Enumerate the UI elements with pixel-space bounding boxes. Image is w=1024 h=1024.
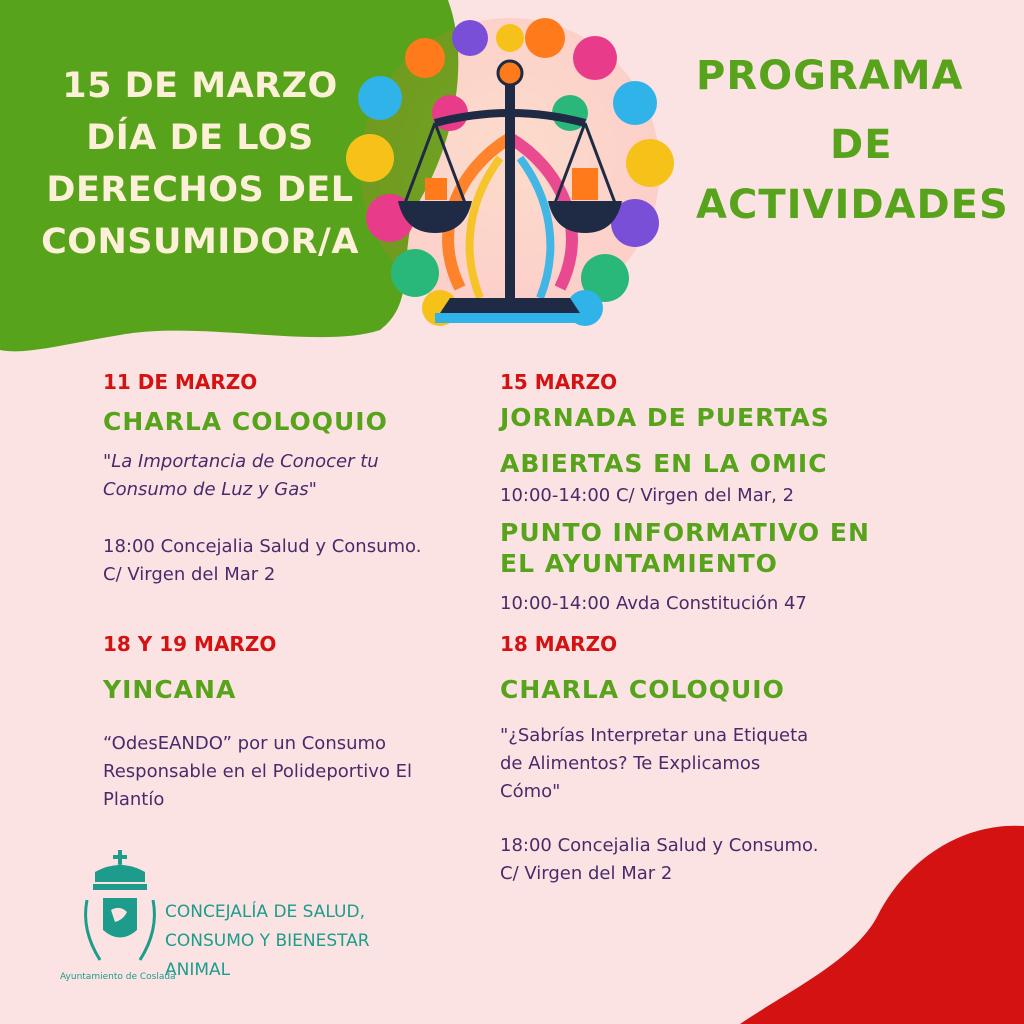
event-1-detail-line: C/ Virgen del Mar 2 (103, 564, 276, 585)
event-2-detail (103, 730, 412, 814)
event-1-quote (103, 448, 379, 504)
event-2-date: 18 Y 19 MARZO (103, 632, 277, 656)
event-4-quote (500, 722, 808, 806)
event-2-detail-line: Plantío (103, 789, 165, 810)
organizer-line: CONCEJALÍA DE SALUD, (165, 902, 365, 922)
event-4-quote-line: de Alimentos? Te Explicamos (500, 753, 761, 774)
coslada-emblem-icon (75, 850, 165, 980)
emblem-text: Ayuntamiento de Coslada (60, 972, 176, 982)
program-title-line-3: ACTIVIDADES (696, 182, 1009, 228)
event-3-title-line-2: ABIERTAS EN LA OMIC (500, 449, 828, 478)
title-line-rights: DERECHOS DEL (46, 170, 354, 210)
event-4-title: CHARLA COLOQUIO (500, 675, 785, 704)
event-2-detail-line: Responsable en el Polideportivo El (103, 761, 413, 782)
event-1-title: CHARLA COLOQUIO (103, 407, 388, 436)
event-3-detail: 10:00-14:00 C/ Virgen del Mar, 2 (500, 485, 795, 506)
event-3-date: 15 MARZO (500, 370, 618, 394)
organizer-line: CONSUMO Y BIENESTAR (165, 931, 370, 951)
title-line-consumer: CONSUMIDOR/A (41, 222, 359, 262)
program-title-line-2: DE (830, 122, 893, 168)
organizer-name (165, 898, 370, 985)
organizer-line: ANIMAL (165, 960, 231, 980)
event-4-date: 18 MARZO (500, 632, 618, 656)
event-1-date: 11 DE MARZO (103, 370, 258, 394)
event-1-detail (103, 533, 421, 589)
event-3-title2-line-2: EL AYUNTAMIENTO (500, 549, 778, 578)
event-4-detail-line: C/ Virgen del Mar 2 (500, 863, 673, 884)
event-3-detail-2: 10:00-14:00 Avda Constitución 47 (500, 593, 807, 614)
event-4-detail-line: 18:00 Concejalia Salud y Consumo. (500, 835, 819, 856)
event-3-title2-line-1: PUNTO INFORMATIVO EN (500, 518, 870, 547)
event-4-quote-line: "¿Sabrías Interpretar una Etiqueta (500, 725, 809, 746)
event-2-detail-line: “OdesEANDO” por un Consumo (103, 733, 387, 754)
event-1-quote-line: Consumo de Luz y Gas" (103, 479, 317, 500)
event-2-title: YINCANA (103, 675, 237, 704)
event-1-detail-line: 18:00 Concejalia Salud y Consumo. (103, 536, 422, 557)
event-4-quote-line: Cómo" (500, 781, 561, 802)
event-1-quote-line: "La Importancia de Conocer tu (103, 451, 379, 472)
event-title-block (30, 60, 370, 268)
program-title-line-1: PROGRAMA (696, 53, 964, 99)
title-line-day: DÍA DE LOS (86, 118, 314, 158)
justice-scale-illustration (340, 18, 680, 333)
event-3-title-line-1: JORNADA DE PUERTAS (500, 403, 830, 432)
title-line-date: 15 DE MARZO (62, 66, 338, 106)
event-4-detail (500, 832, 818, 888)
